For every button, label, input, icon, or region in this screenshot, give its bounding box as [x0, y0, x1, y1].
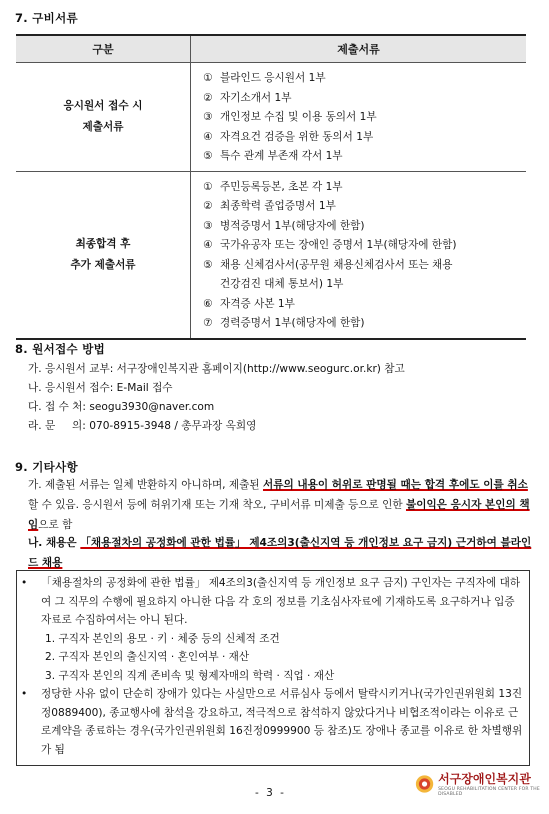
list-item: 2. 구직자 본인의 출신지역 · 혼인여부 · 재산 — [45, 651, 250, 663]
table-row — [16, 63, 526, 172]
sec9-paragraph-ga — [28, 475, 538, 535]
law-notice-box — [16, 570, 530, 766]
list-item — [203, 295, 520, 315]
logo-text — [438, 770, 549, 797]
ga-underline-2: 불이익은 응시자 본인의 책임 — [28, 499, 530, 531]
list-item — [203, 178, 520, 198]
item-text: 최종학력 졸업증명서 1부 — [220, 200, 336, 212]
section-7-title: 7. 구비서류 — [15, 11, 78, 25]
item-number: ④ — [203, 130, 213, 143]
section-8-title: 8. 원서접수 방법 — [15, 342, 106, 356]
item-text: 주민등록등본, 초본 각 1부 — [220, 180, 343, 193]
item-text: 경력증명서 1부(해당자에 한함) — [220, 317, 365, 329]
logo-english: SEOGU REHABILITATION CENTER FOR THE DISABLED — [438, 787, 540, 797]
na-underline: 「채용절차의 공정화에 관한 법률」 제4조의3(출신지역 등 개인정보 요구 금지) 근거하여 블라인드 채용 — [28, 537, 532, 569]
bullet-text: 「채용절차의 공정화에 관한 법률」 제4조의3(출신지역 등 개인정보 요구 금지) 구인자는 구직자에 대하여 그 직무의 수행에 필요하지 아니한 다음 각 호의 정보를 기초심사자료에 기재하도록 요구하거나 입증자료로 수집하여서는 아니 된다. — [41, 577, 521, 626]
ga-underline-1: 서류의 내용이 허위로 판명될 때는 합격 후에도 이를 취소 — [262, 479, 528, 491]
page-number: - 3 - — [255, 787, 286, 799]
item-text: 채용 신체검사서(공무원 채용신체검사서 또는 채용 건강검진 대체 통보서) 1부 — [220, 258, 453, 290]
item-number: ① — [203, 180, 213, 193]
sec8-item-ra: 라. 문 의: 070-8915-3948 / 총무과장 옥희영 — [28, 420, 257, 432]
footer-logo — [415, 770, 549, 797]
list-item: 1. 구직자 본인의 용모 · 키 · 체중 등의 신체적 조건 — [45, 632, 280, 645]
row-docs — [191, 63, 527, 172]
bullet-text: 정당한 사유 없이 단순히 장애가 있다는 사실만으로 서류심사 등에서 탈락시키거나(국가인권위원회 13진정0889400), 종교행사에 참석을 강요하고, 적극적으로 참석하지 않았다거나 비협조적이라는 이유로 근로계약을 종료하는 경우(국가인권위원회 16진정0999900 등 참조)도 장애나 종교를 이유로 한 차별행위가 됨 — [41, 688, 523, 756]
item-text: 국가유공자 또는 장애인 증명서 1부(해당자에 한함) — [220, 239, 457, 251]
bullet-icon: • — [21, 577, 28, 589]
list-item — [203, 108, 520, 128]
item-number: ③ — [203, 111, 213, 123]
list-item — [203, 89, 520, 109]
item-text: 자기소개서 1부 — [220, 91, 292, 104]
item-number: ⑤ — [203, 258, 213, 271]
item-number: ⑤ — [203, 150, 213, 162]
bullet-icon: • — [21, 688, 28, 700]
logo-name: 서구장애인복지관 — [438, 772, 531, 786]
ga-text: 가. 제출된 서류는 일체 반환하지 아니하며, 제출된 — [28, 479, 263, 491]
logo-mark-icon — [415, 773, 434, 795]
item-text: 자격증 사본 1부 — [220, 297, 295, 310]
item-text: 개인정보 수집 및 이용 동의서 1부 — [220, 111, 377, 123]
item-text: 블라인드 응시원서 1부 — [220, 72, 326, 84]
row-category: 최종합격 후 추가 제출서류 — [16, 171, 191, 339]
list-item — [203, 147, 520, 167]
item-number: ② — [203, 91, 213, 104]
item-text: 특수 관계 부존재 각서 1부 — [220, 150, 343, 162]
item-text: 자격요건 검증을 위한 동의서 1부 — [220, 130, 374, 143]
list-item: 3. 구직자 본인의 직계 존비속 및 형제자매의 학력 · 직업 · 재산 — [45, 669, 335, 682]
item-number: ⑦ — [203, 317, 213, 329]
item-number: ① — [203, 72, 213, 84]
sec8-item-na: 나. 응시원서 접수: E-Mail 접수 — [28, 382, 173, 394]
item-number: ③ — [203, 219, 213, 232]
table-header-row — [16, 35, 526, 63]
sec8-item-da: 다. 접 수 처: seogu3930@naver.com — [28, 401, 215, 413]
item-number: ④ — [203, 239, 213, 251]
row-category: 응시원서 접수 시 제출서류 — [16, 63, 191, 172]
list-item — [203, 236, 520, 256]
sec8-item-ga: 가. 응시원서 교부: 서구장애인복지관 홈페이지(http://www.seogurc.or.kr) 참고 — [28, 363, 405, 375]
table-row — [16, 171, 526, 339]
item-number: ⑥ — [203, 297, 213, 310]
header-docs: 제출서류 — [191, 35, 527, 63]
header-type: 구분 — [16, 35, 191, 63]
list-item — [203, 314, 520, 334]
item-text: 병적증명서 1부(해당자에 한함) — [220, 219, 365, 232]
list-item — [203, 128, 520, 148]
sec9-paragraph-na — [28, 533, 538, 573]
item-number: ② — [203, 200, 213, 212]
list-item — [203, 256, 520, 295]
list-item — [203, 69, 520, 89]
list-item — [203, 197, 520, 217]
documents-table — [16, 34, 526, 340]
ga-text: 으로 함 — [38, 519, 73, 531]
section-9-title: 9. 기타사항 — [15, 460, 78, 474]
bullet-item — [21, 574, 523, 630]
ga-text: 할 수 있음. 응시원서 등에 허위기재 또는 기재 착오, 구비서류 미제출 등으로 인한 — [28, 499, 406, 511]
row-docs — [191, 171, 527, 339]
na-text: 나. 채용은 — [28, 537, 81, 549]
list-item — [203, 217, 520, 237]
bullet-item — [21, 685, 523, 759]
